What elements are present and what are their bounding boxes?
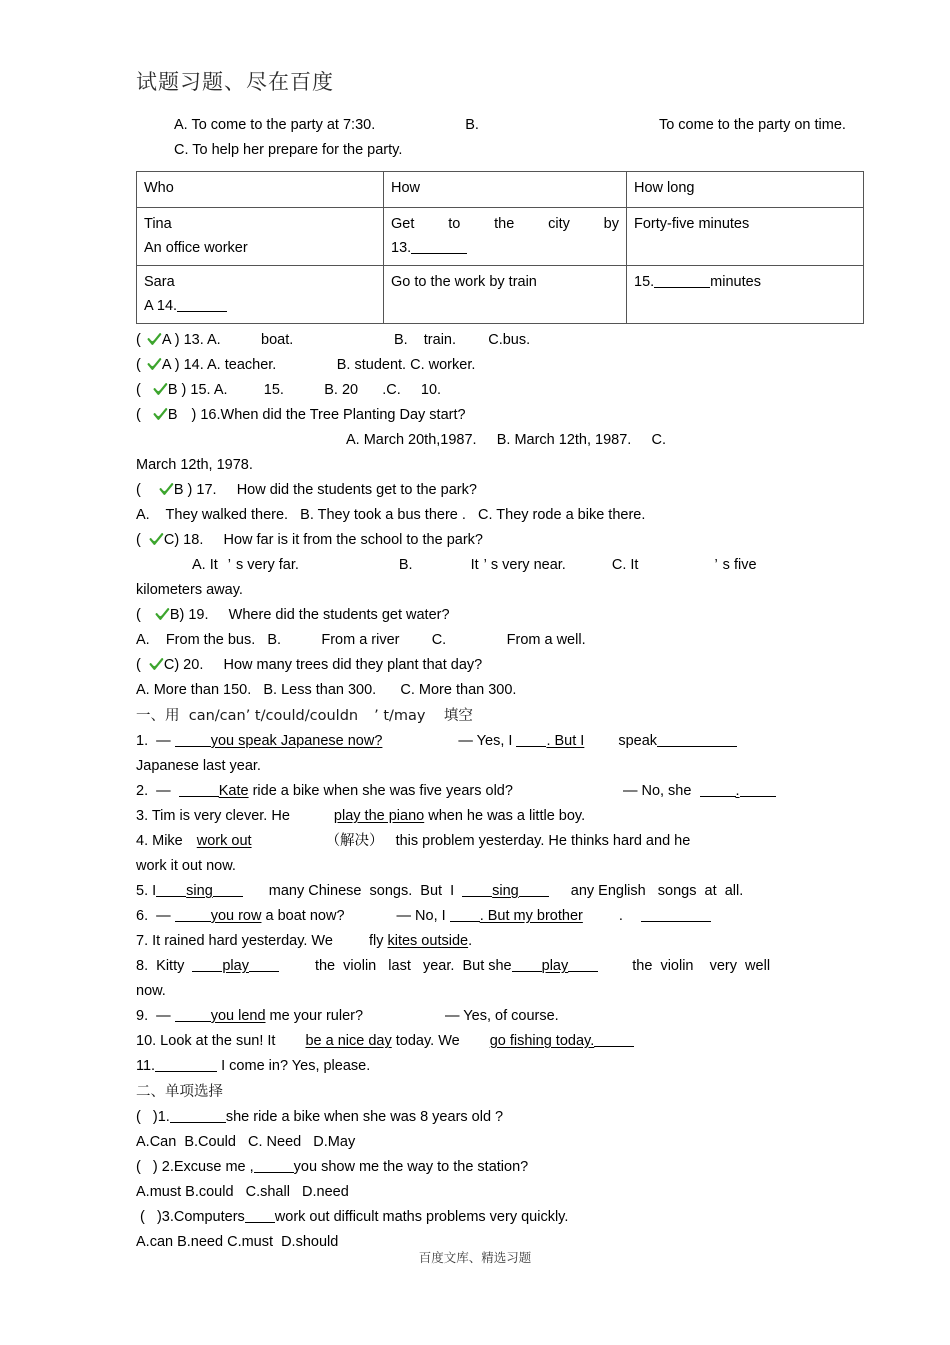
q13-options: A. boat. B. train. C.bus. [207, 332, 531, 348]
answer-16: B [167, 407, 178, 423]
fill-blank-8a[interactable] [192, 957, 222, 972]
table-cell-howlong-2 [627, 266, 864, 324]
fill-item-10-u1: be a nice day [305, 1033, 392, 1049]
fill-item-1-line2 [136, 754, 826, 779]
fill-blank-9a[interactable] [175, 1007, 211, 1022]
fill-item-6-reply: — No, I [396, 908, 446, 924]
mc-item-2-bracket[interactable]: ( ) 2.Excuse me , [136, 1159, 254, 1175]
q18-options-2: kilometers away. [136, 582, 243, 598]
answer-20: C [163, 657, 175, 673]
who-blank-2-label: A 14. [144, 298, 178, 314]
q18-opt-a-pre: A. It [192, 557, 218, 573]
who-blank-2 [144, 294, 376, 318]
mc-item-1-bracket[interactable]: ( )1. [136, 1109, 170, 1125]
fill-item-7 [136, 929, 826, 954]
q18-stem: ) 18. How far is it from the school to the park? [174, 532, 483, 548]
fill-item-10-u2: go fishing today. [489, 1033, 595, 1049]
mc-item-3-options: A.can B.need C.must D.should [136, 1234, 339, 1250]
fill-blank-15[interactable] [654, 273, 710, 288]
mc-blank-3[interactable] [245, 1208, 275, 1223]
check-icon [155, 607, 170, 622]
dash-icon: — [156, 908, 171, 924]
question-15: ( B ) 15. A. 15. B. 20 .C. 10. [136, 382, 442, 398]
q19-stem: ) 19. Where did the students get water? [179, 607, 450, 623]
fill-item-7-mid: fly [368, 933, 388, 949]
who-name-1: Tina [144, 216, 172, 232]
fill-item-6-u2: . But my brother [479, 908, 583, 924]
q17-stem: ) 17. How did the students get to the park? [187, 482, 477, 498]
fill-item-2-reply: — No, she [622, 783, 692, 799]
fill-item-5-post: any English songs at all. [570, 883, 744, 899]
apostrophe-icon: ’ [374, 708, 379, 724]
fill-item-2-text2: ride a bike when she was five years old? [248, 783, 513, 799]
q16-stem: ) 16.When did the Tree Planting Day start? [191, 407, 466, 423]
question-17-options [136, 503, 826, 528]
q16-options-2: March 12th, 1978. [136, 457, 253, 473]
table-cell-howlong-1 [627, 208, 864, 266]
question-16: ( B ) 16.When did the Tree Planting Day start? [136, 407, 466, 423]
top-option-a: A. To come to the party at 7:30. [174, 117, 376, 133]
answer-19: B [169, 607, 180, 623]
fill-item-2-period: . [735, 783, 740, 799]
dash-icon: — [156, 1008, 171, 1024]
fill-item-5-u2: sing [492, 883, 519, 899]
page-footer: 百度文库、精选习题 [418, 1250, 532, 1265]
who-name-2: Sara [144, 274, 175, 290]
fill-item-8-line2-text: now. [136, 983, 166, 999]
question-18-options-line-2 [136, 578, 826, 603]
question-19: ( B) 19. Where did the students get water? [136, 607, 450, 623]
question-16-options-line-1 [136, 428, 826, 453]
table-row [137, 266, 864, 324]
fill-item-6 [136, 904, 826, 929]
top-option-b-text: To come to the party on time. [658, 117, 846, 133]
howlong-blank-2 [634, 270, 856, 294]
table-header-row [137, 172, 864, 208]
fill-item-8-u1: play [222, 958, 249, 974]
fill-item-5-mid: many Chinese songs. But I [268, 883, 455, 899]
page-title: 试题习题、尽在百度 [136, 70, 334, 94]
fill-item-7-post: . [468, 933, 473, 949]
fill-item-2-num: 2. [136, 783, 149, 799]
check-icon [159, 482, 174, 497]
fill-blank-2c[interactable] [740, 782, 776, 797]
fill-item-2-text: Kate [218, 783, 249, 799]
section-one-heading [136, 703, 826, 729]
fill-blank-6c[interactable] [641, 907, 711, 922]
fill-blank-5a2[interactable] [213, 882, 243, 897]
fill-blank-8b2[interactable] [568, 957, 598, 972]
q18-opt-b-pre: It [470, 557, 479, 573]
fill-item-9-reply: — Yes, of course. [445, 1008, 559, 1024]
mc-blank-1[interactable] [170, 1108, 226, 1123]
fill-item-4-line2-text: work it out now. [136, 858, 236, 874]
fill-item-1-line2-text: Japanese last year. [136, 758, 261, 774]
answer-14: A [161, 357, 171, 373]
mc-item-1-options: A.Can B.Could C. Need D.May [136, 1134, 356, 1150]
fill-blank-11[interactable] [155, 1057, 217, 1072]
fill-item-4-num: 4. Mike [136, 833, 183, 849]
fill-item-1-text: you speak Japanese now? [210, 733, 383, 749]
fill-item-6-u1: you row [210, 908, 262, 924]
q16-options-1: A. March 20th,1987. B. March 12th, 1987. C. [346, 432, 666, 448]
question-16-options-line-2 [136, 453, 826, 478]
table-cell-how-1 [384, 208, 627, 266]
fill-blank-10[interactable] [594, 1032, 634, 1047]
fill-blank-1a[interactable] [175, 732, 211, 747]
fill-blank-5b[interactable] [462, 882, 492, 897]
fill-item-6-num: 6. [136, 908, 149, 924]
fill-item-10 [136, 1029, 826, 1054]
question-13: ( A ) 13. A. boat. B. train. C.bus. [136, 332, 531, 348]
mc-item-1 [136, 1105, 826, 1130]
table-cell-who-2 [137, 266, 384, 324]
fill-item-7-num: 7. It rained hard yesterday. We [136, 933, 333, 949]
fill-item-8-mid: the violin last year. But she [314, 958, 512, 974]
answer-13: A [161, 332, 171, 348]
fill-item-5 [136, 879, 826, 904]
fill-blank-6a[interactable] [175, 907, 211, 922]
fill-item-6-post: a boat now? [261, 908, 345, 924]
check-icon [147, 332, 162, 347]
howlong-unit-2: minutes [710, 274, 761, 290]
fill-blank-8b[interactable] [512, 957, 542, 972]
q14-options: A. teacher. B. student. C. worker. [207, 357, 476, 373]
fill-item-7-underlined: kites outside [387, 933, 469, 949]
fill-blank-1c[interactable] [657, 732, 737, 747]
section-one-heading-mid: t/could/couldn [250, 708, 359, 724]
section-one-heading-pre: 一、用 can/can [136, 708, 246, 724]
question-17: ( B ) 17. How did the students get to the park? [136, 482, 477, 498]
mc-item-2-stem: you show me the way to the station? [293, 1159, 529, 1175]
fill-item-4-post: this problem yesterday. He thinks hard and he [395, 833, 691, 849]
mc-blank-2[interactable] [254, 1158, 294, 1173]
fill-blank-5a[interactable] [156, 882, 186, 897]
fill-blank-14[interactable] [177, 297, 227, 312]
top-options-line-2 [136, 138, 826, 163]
fill-item-11 [136, 1054, 826, 1079]
fill-item-9-post: me your ruler? [265, 1008, 364, 1024]
fill-item-8-num: 8. Kitty [136, 958, 185, 974]
q14-number: 14. [183, 357, 204, 373]
dash-icon: — [156, 783, 171, 799]
dash-icon: — [156, 733, 171, 749]
fill-item-4-underlined: work out [196, 833, 252, 849]
question-18: ( C) 18. How far is it from the school to the park? [136, 532, 483, 548]
question-19-options [136, 628, 826, 653]
question-20: ( C) 20. How many trees did they plant that day? [136, 657, 483, 673]
mc-item-3-bracket[interactable]: ( )3.Computers [136, 1209, 245, 1225]
answer-15: B [167, 382, 178, 398]
fill-item-1-reply: — Yes, I [458, 733, 513, 749]
fill-item-1 [136, 729, 826, 754]
check-icon [153, 382, 168, 397]
fill-item-10-num: 10. Look at the sun! It [136, 1033, 276, 1049]
answer-18: C [163, 532, 175, 548]
fill-item-1-num: 1. [136, 733, 149, 749]
fill-item-11-post: I come in? Yes, please. [221, 1058, 371, 1074]
fill-blank-5b2[interactable] [519, 882, 549, 897]
fill-item-11-num: 11. [136, 1058, 156, 1074]
check-icon [147, 357, 162, 372]
top-options-line-1 [136, 113, 846, 138]
fill-item-8-post: the violin very well [632, 958, 771, 974]
q18-apostrophe-b: ’ [483, 557, 487, 573]
fill-blank-2b[interactable] [700, 782, 736, 797]
q17-options-text: A. They walked there. B. They took a bus there . C. They rode a bike there. [136, 507, 646, 523]
fill-item-5-num: 5. I [136, 883, 157, 899]
table-cell-who-1 [137, 208, 384, 266]
fill-item-1-text2: . But I [546, 733, 585, 749]
q19-options-text: A. From the bus. B. From a river C. From a well. [136, 632, 586, 648]
question-20-options [136, 678, 826, 703]
mc-item-2-options: A.must B.could C.shall D.need [136, 1184, 349, 1200]
answer-17: B [173, 482, 184, 498]
fill-item-2 [136, 779, 826, 804]
mc-item-3-stem: work out difficult maths problems very quickly. [274, 1209, 569, 1225]
apostrophe-icon: ’ [245, 708, 251, 724]
q18-opt-c-post: s five [722, 557, 757, 573]
document-body [136, 113, 846, 1255]
table-cell-how-2 [384, 266, 627, 324]
how-blank-1 [391, 236, 619, 260]
fill-blank-1b[interactable] [516, 732, 546, 747]
info-table [136, 171, 864, 324]
question-18-options-line-1 [136, 553, 826, 578]
question-14: ( A ) 14. A. teacher. B. student. C. worker. [136, 357, 476, 373]
fill-item-3 [136, 804, 826, 829]
fill-item-10-mid: today. We [391, 1033, 460, 1049]
q18-apostrophe-a: ’ [227, 557, 232, 573]
fill-blank-13[interactable] [411, 239, 467, 254]
fill-item-8-u2: play [541, 958, 569, 974]
fill-blank-6b[interactable] [450, 907, 480, 922]
fill-item-3-underlined: play the piano [333, 808, 425, 824]
q18-opt-b-label: B. [398, 557, 413, 573]
fill-item-5-u1: sing [186, 883, 213, 899]
top-option-b-label: B. [465, 117, 479, 133]
check-icon [149, 657, 164, 672]
fill-blank-2a[interactable] [179, 782, 219, 797]
fill-item-4-line2 [136, 854, 826, 879]
fill-item-9-num: 9. [136, 1008, 149, 1024]
table-row [137, 208, 864, 266]
table-header-how: How [384, 172, 627, 208]
check-icon [149, 532, 164, 547]
fill-item-3-post: when he was a little boy. [424, 808, 586, 824]
mc-item-1-stem: she ride a bike when she was 8 years old ? [225, 1109, 504, 1125]
how-text-1: Get to the city by [391, 216, 619, 232]
fill-item-6-period: . [618, 908, 623, 924]
fill-item-8 [136, 954, 826, 979]
who-role-1: An office worker [144, 240, 248, 256]
fill-item-3-num: 3. Tim is very clever. He [136, 808, 290, 824]
q13-number: 13. [183, 332, 204, 348]
section-one-heading-post: t/may 填空 [378, 708, 473, 724]
fill-item-9-u1: you lend [210, 1008, 266, 1024]
q18-apostrophe-c: ’ [714, 557, 718, 573]
q20-stem: ) 20. How many trees did they plant that day? [174, 657, 483, 673]
table-header-howlong: How long [627, 172, 864, 208]
fill-item-8-line2 [136, 979, 826, 1004]
table-header-who: Who [137, 172, 384, 208]
q18-opt-b-post: s very near. [490, 557, 566, 573]
check-icon [153, 407, 168, 422]
mc-item-3 [136, 1205, 826, 1230]
info-table-wrap [136, 171, 826, 324]
how-blank-1-label: 13. [391, 240, 412, 256]
fill-item-1-text3: speak [618, 733, 658, 749]
q20-options-text: A. More than 150. B. Less than 300. C. More than 300. [136, 682, 517, 698]
q18-opt-c-pre: C. It [611, 557, 639, 573]
how-text-2: Go to the work by train [391, 274, 537, 290]
q15-number: 15. [190, 382, 211, 398]
mc-item-2 [136, 1155, 826, 1180]
fill-item-4 [136, 829, 826, 854]
fill-item-9 [136, 1004, 826, 1029]
q15-options: A. 15. B. 20 .C. 10. [213, 382, 442, 398]
q18-opt-a-post: s very far. [236, 557, 299, 573]
fill-blank-8a2[interactable] [249, 957, 279, 972]
fill-item-4-gloss: （解决） [325, 833, 384, 849]
section-two-heading: 二、单项选择 [136, 1084, 223, 1100]
howlong-blank-2-label: 15. [634, 274, 655, 290]
howlong-text-1: Forty-five minutes [634, 216, 750, 232]
top-option-c: C. To help her prepare for the party. [174, 142, 403, 158]
